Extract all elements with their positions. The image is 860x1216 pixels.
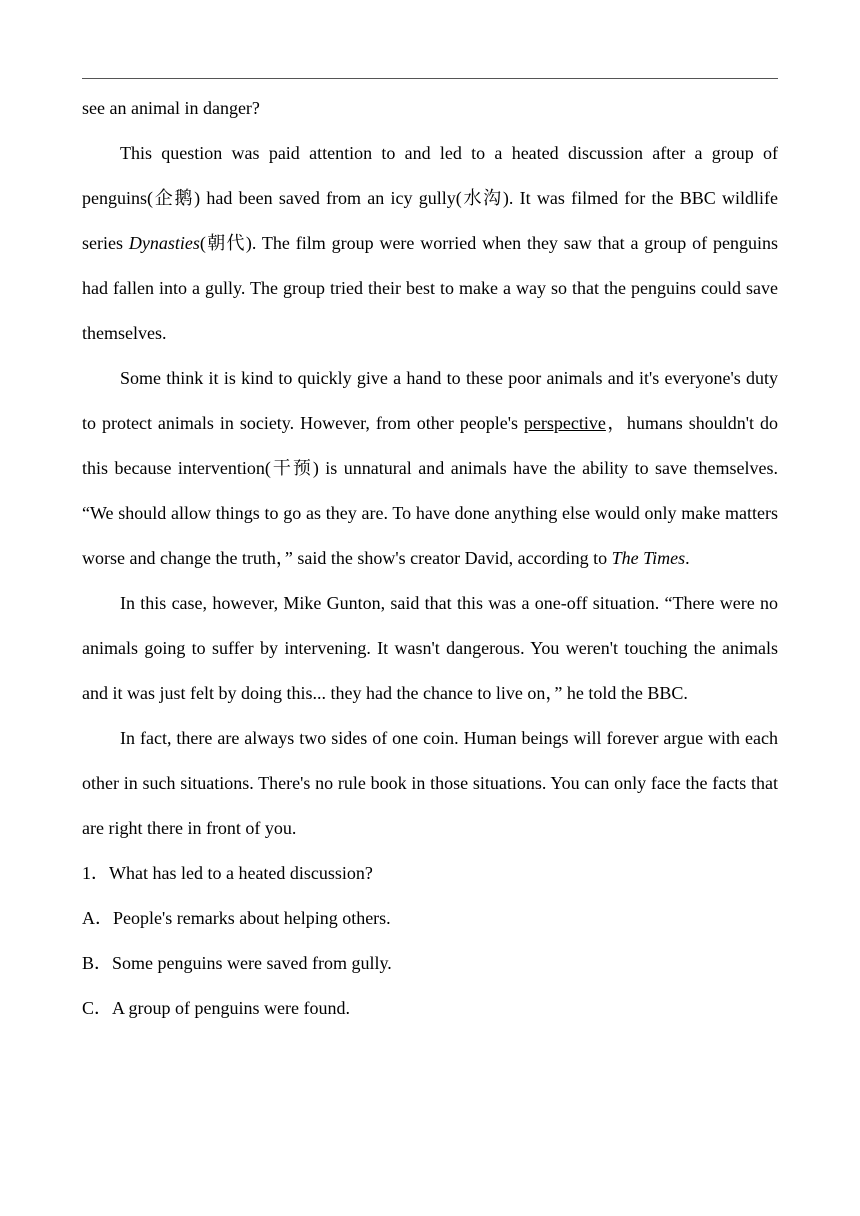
paragraph-text: This question was paid attention to and led to a heated discussion after a group of penguins(企鹅) had been saved from an icy gully(水沟). It was filmed for the BBC wildlife series [82,143,778,253]
paragraph-1 [82,131,778,356]
paragraph-4 [82,716,778,851]
paragraph-text: . [685,548,690,568]
underlined-word: perspective [523,413,606,433]
paragraph-text: Some think it is kind to quickly give a hand to these poor animals and it's everyone's duty to protect animals in society. However, from other people's [82,368,778,433]
option-c: C．A group of penguins were found. [82,998,350,1018]
paragraph-2 [82,356,778,581]
option-a: A．People's remarks about helping others. [82,908,391,928]
italic-title: The Times [611,548,686,568]
paragraph-text: In fact, there are always two sides of one coin. Human beings will forever argue with each other in such situations. There's no rule book in those situations. You can only face the facts that are right there in front of you. [82,728,778,838]
paragraph-text: In this case, however, Mike Gunton, said that this was a one-off situation. “There were no animals going to suffer by intervening. It wasn't dangerous. You weren't touching the animals and it was just felt by doing this... they had the chance to live on，” he told the BBC. [82,593,778,703]
paragraph-continuation [82,86,778,131]
document-page [82,86,778,1031]
paragraph-text: (朝代). The film group were worried when they saw that a group of penguins had fallen into a gully. The group tried their best to make a way so that the penguins could save themselves. [82,233,778,343]
header-rule [82,78,778,79]
option-b: B．Some penguins were saved from gully. [82,953,392,973]
paragraph-text: see an animal in danger? [82,98,260,118]
italic-title: Dynasties [128,233,200,253]
question-stem: 1．What has led to a heated discussion? [82,863,373,883]
paragraph-text: ，humans shouldn't do this because intervention(干预) is unnatural and animals have the ability to save themselves. “We should allow things to go as they are. To have done anything else would only make matters worse and change the truth，” said the show's creator David, according to [82,413,778,568]
paragraph-3 [82,581,778,716]
